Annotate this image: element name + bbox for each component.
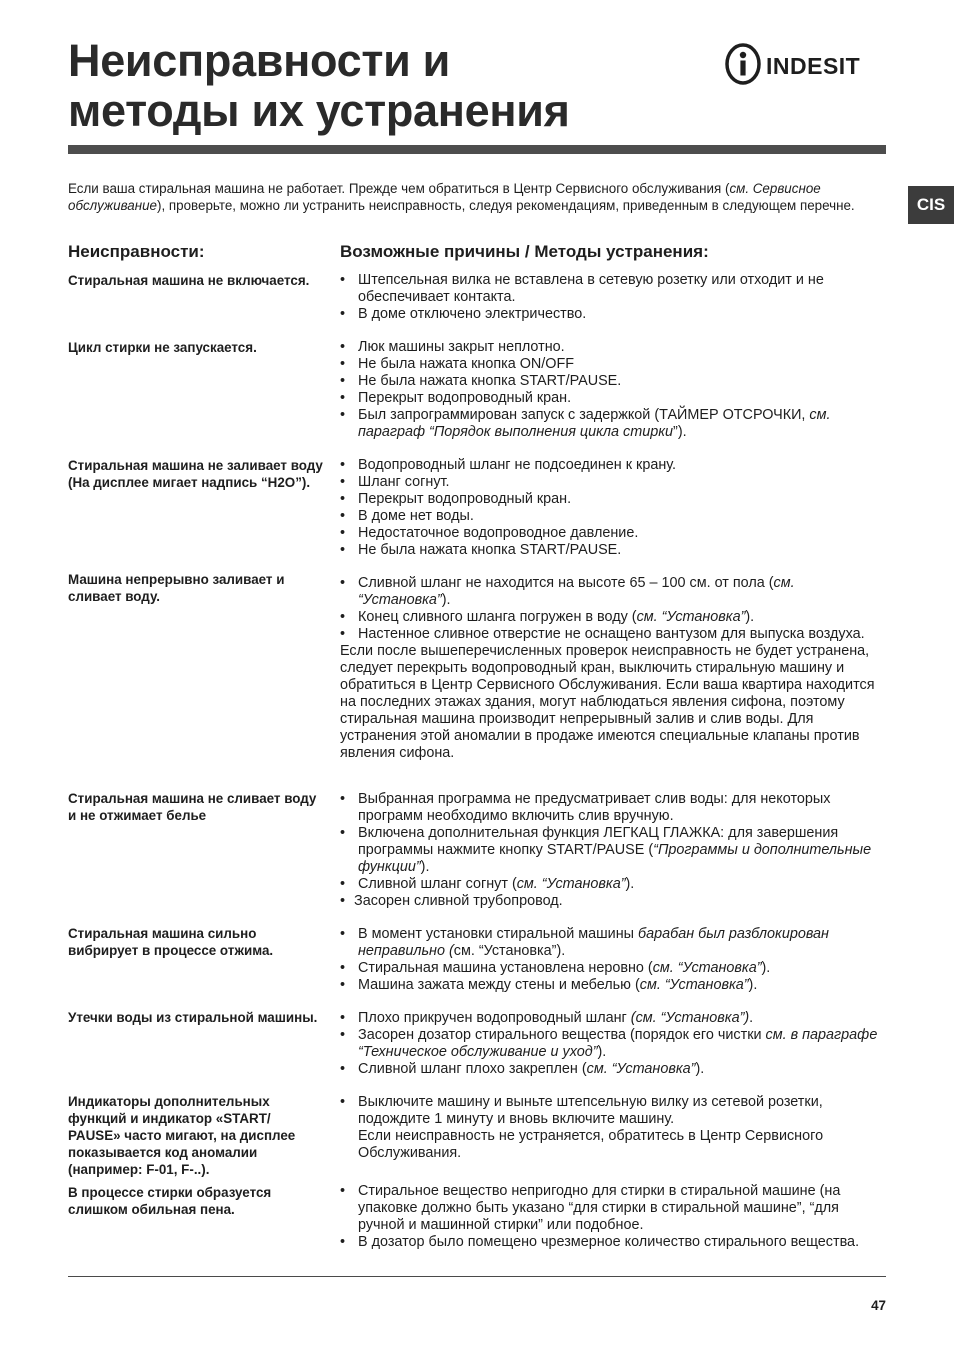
fault-text: Машина непрерывно заливает и сливает воду. <box>68 572 285 604</box>
cause-item: • Выбранная программа не предусматривает слив воды: для некоторых программ необходимо включить слив вручную. <box>340 791 888 825</box>
cause-list <box>340 575 888 762</box>
cause-item: • Недостаточное водопроводное давление. <box>340 525 888 542</box>
cause-item: • Сливной шланг не находится на высоте 65 – 100 см. от пола (см. “Установка”). <box>340 575 888 609</box>
cause-list <box>340 272 888 323</box>
cause-list <box>340 339 888 441</box>
cause-item: • Перекрыт водопроводный кран. <box>340 390 888 407</box>
title-line-1: Неисправности и <box>68 35 451 86</box>
page-number: 47 <box>871 1298 886 1313</box>
cause-item: • Перекрыт водопроводный кран. <box>340 491 888 508</box>
cause-item: • Стиральная машина установлена неровно (см. “Установка”). <box>340 960 888 977</box>
fault-text: Индикаторы дополнительных функций и индикатор «START/ PAUSE» часто мигают, на дисплее показывается код аномалии (например: F-01, F-..). <box>68 1094 296 1177</box>
cause-list <box>340 791 888 910</box>
header-rule <box>68 145 886 154</box>
cause-note: Если после вышеперечисленных проверок неисправность не будет устранена, следует перекрыть водопроводный кран, выключить стиральную машину и обратиться в Центр Сервисного Обслуживания. Если ваша квартира находится на последних этажах здания, могут наблюдаться явления сифона, поэтому стиральная машина производит непрерывный залив и слив воды. Для устранения этой аномалии в продаже имеются специальные клапаны против явления сифона. <box>340 643 875 761</box>
cause-item: • Водопроводный шланг не подсоединен к крану. <box>340 457 888 474</box>
cause-item: • Засорен сливной трубопровод. <box>340 893 888 910</box>
cause-item: • В доме нет воды. <box>340 508 888 525</box>
cause-list <box>340 457 888 559</box>
title-line-2: методы их устранения <box>68 85 570 136</box>
cause-item: • Включена дополнительная функция ЛЕГКАЦ ГЛАЖКА: для завершения программы нажмите кнопку START/PAUSE (“Программы и дополнительные функции”). <box>340 825 888 876</box>
fault-text: Утечки воды из стиральной машины. <box>68 1010 318 1025</box>
causes-heading: Возможные причины / Методы устранения: <box>340 242 709 261</box>
cause-note: Если неисправность не устраняется, обратитесь в Центр Сервисного Обслуживания. <box>358 1128 824 1161</box>
cause-item: • Сливной шланг согнут (см. “Установка”). <box>340 876 888 893</box>
fault-text: Цикл стирки не запускается. <box>68 340 257 355</box>
cause-item: • Не была нажата кнопка ON/OFF <box>340 356 888 373</box>
cause-item: • Плохо прикручен водопроводный шланг (см. “Установка”). <box>340 1010 888 1027</box>
cause-item: • Выключите машину и выньте штепсельную вилку из сетевой розетки, подождите 1 минуту и вновь включите машину. <box>340 1094 888 1128</box>
fault-text: Стиральная машина не включается. <box>68 273 310 288</box>
cause-item: • Был запрограммирован запуск с задержкой (ТАЙМЕР ОТСРОЧКИ, см. параграф “Порядок выполнения цикла стирки”). <box>340 407 888 441</box>
fault-text: Стиральная машина не сливает воду и не отжимает белье <box>68 791 317 823</box>
fault-text: В процессе стирки образуется слишком обильная пена. <box>68 1185 272 1217</box>
fault-text: Стиральная машина сильно вибрирует в процессе отжима. <box>68 926 274 958</box>
cause-item: • В доме отключено электричество. <box>340 306 888 323</box>
cause-list <box>340 1183 888 1251</box>
cause-item: • Не была нажата кнопка START/PAUSE. <box>340 542 888 559</box>
cause-item: • Шланг согнут. <box>340 474 888 491</box>
cause-list <box>340 1094 888 1162</box>
cause-item: • В дозатор было помещено чрезмерное количество стирального вещества. <box>340 1234 888 1251</box>
intro-paragraph: Если ваша стиральная машина не работает. Прежде чем обратиться в Центр Сервисного обслуживания (см. Сервисное обслуживание), проверьте, можно ли устранить неисправность, следуя рекомендациям, приведенным в следующем перечне. <box>68 181 855 213</box>
cause-item: • Штепсельная вилка не вставлена в сетевую розетку или отходит и не обеспечивает контакта. <box>340 272 888 306</box>
faults-heading: Неисправности: <box>68 242 205 261</box>
cause-item: • Сливной шланг плохо закреплен (см. “Установка”). <box>340 1061 888 1078</box>
footer-rule <box>68 1276 886 1277</box>
language-tab: CIS <box>908 186 954 224</box>
cause-item: • Не была нажата кнопка START/PAUSE. <box>340 373 888 390</box>
cause-item: • Конец сливного шланга погружен в воду (см. “Установка”). <box>340 609 888 626</box>
cause-item: • Настенное сливное отверстие не оснащено вантузом для выпуска воздуха. <box>340 626 888 643</box>
page-title <box>68 36 708 136</box>
logo-text: INDESIT <box>766 53 861 79</box>
cause-item: • В момент установки стиральной машины барабан был разблокирован неправильно (см. “Установка”). <box>340 926 888 960</box>
cause-item: • Стиральное вещество непригодно для стирки в стиральной машине (на упаковке должно быть указано “для стирки в стиральной машине”, “для ручной и машинной стирки” или подобное. <box>340 1183 888 1234</box>
fault-text: Стиральная машина не заливает воду (На дисплее мигает надпись “H2O”). <box>68 458 323 490</box>
cause-list <box>340 1010 888 1078</box>
cause-list <box>340 926 888 994</box>
cause-item: • Люк машины закрыт неплотно. <box>340 339 888 356</box>
cause-item: • Засорен дозатор стирального вещества (порядок его чистки см. в параграфе “Техническое обслуживание и уход”). <box>340 1027 888 1061</box>
cause-item: • Машина зажата между стены и мебелью (см. “Установка”). <box>340 977 888 994</box>
indesit-logo <box>724 42 888 86</box>
